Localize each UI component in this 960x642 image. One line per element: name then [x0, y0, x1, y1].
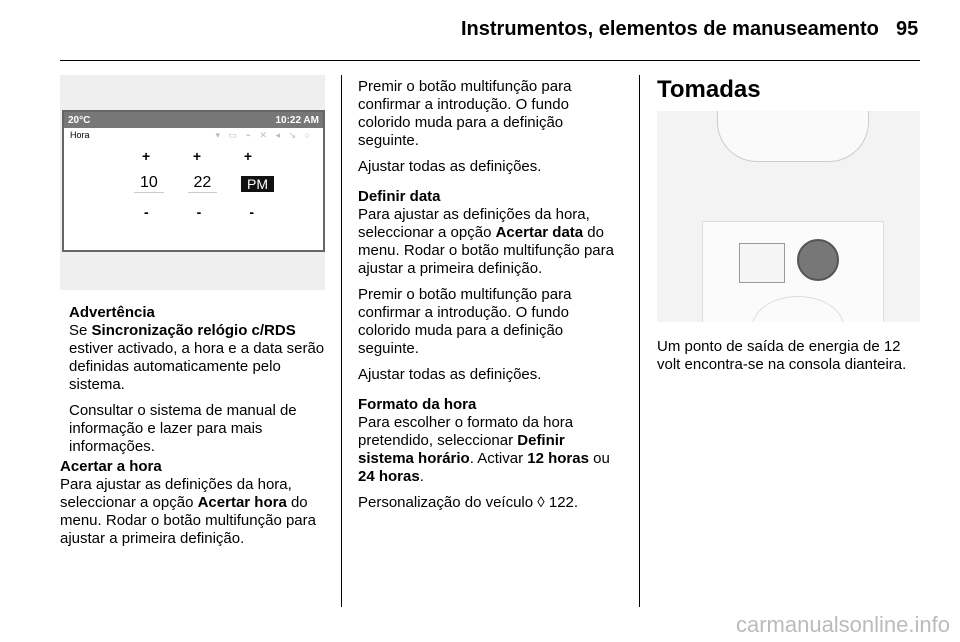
clock-screen-figure — [60, 75, 325, 290]
text: do menu. Rodar o botão multifunção para ajustar a primeira definição. — [60, 494, 316, 547]
ampm-plus-button[interactable]: + — [243, 148, 252, 164]
hour-plus-button[interactable]: + — [142, 148, 151, 164]
text: do menu. Rodar o botão multifunção para ajustar a primeira definição. — [358, 224, 614, 277]
text: . Activar — [469, 450, 528, 467]
middle-column — [358, 78, 623, 520]
text: Se — [69, 322, 92, 339]
text: ou — [588, 450, 610, 467]
minute-value[interactable]: 22 — [188, 174, 218, 193]
display-screen — [62, 110, 325, 252]
minute-plus-button[interactable]: + — [192, 148, 202, 164]
menu-option: Acertar hora — [197, 494, 287, 511]
page-number: 95 — [896, 18, 919, 40]
column-divider — [639, 75, 640, 607]
page-header-title: Instrumentos, elementos de manuseamento — [461, 18, 879, 40]
section-title: Formato da hora — [358, 396, 477, 413]
text: estiver activado, a hora e a data serão definidas automaticamente pelo sistema. — [69, 340, 325, 393]
hour-minus-button[interactable]: - — [144, 204, 149, 220]
hour-value[interactable]: 10 — [134, 174, 164, 193]
ampm-minus-button[interactable]: - — [249, 204, 254, 220]
text: Personalização do veículo — [358, 494, 538, 511]
paragraph: Um ponto de saída de energia de 12 volt encontra-se na consola dianteira. — [657, 338, 907, 373]
menu-option: 24 horas — [358, 468, 420, 485]
clock-time: 10:22 AM — [275, 114, 319, 126]
paragraph: Ajustar todas as definições. — [358, 366, 542, 383]
minute-minus-button[interactable]: - — [196, 204, 202, 220]
status-icons: ▾ ▭ ⌁ ✕ ◂ ↘ ○ — [215, 130, 313, 140]
header-rule — [60, 60, 920, 61]
text: . — [419, 468, 424, 485]
paragraph: Premir o botão multifunção para confirmar a introdução. O fundo colorido muda para a definição seguinte. — [358, 78, 572, 149]
warning-block — [69, 304, 325, 464]
section-title: Acertar a hora — [60, 458, 162, 475]
paragraph: Premir o botão multifunção para confirmar a introdução. O fundo colorido muda para a definição seguinte. — [358, 286, 572, 357]
text: Para ajustar as definições da hora, seleccionar a opção — [60, 476, 292, 511]
paragraph: Consultar o sistema de manual de informação e lazer para mais informações. — [69, 402, 297, 455]
column-divider — [341, 75, 342, 607]
menu-option: 12 horas — [527, 450, 589, 467]
menu-option: Definir sistema horário — [358, 432, 565, 467]
reference-arrow-icon: ◊ — [537, 494, 545, 511]
temperature: 20°C — [68, 114, 91, 126]
page-reference[interactable]: 122. — [544, 494, 579, 511]
watermark: carmanualsonline.info — [735, 612, 950, 637]
menu-option: Sincronização relógio c/RDS — [91, 322, 296, 339]
ampm-value[interactable]: PM — [241, 176, 274, 192]
screen-label: Hora — [70, 130, 90, 140]
text: Para ajustar as definições da hora, seleccionar a opção — [358, 206, 590, 241]
paragraph: Ajustar todas as definições. — [358, 158, 542, 175]
power-outlet-cap — [797, 239, 839, 281]
section-title: Definir data — [358, 188, 441, 205]
text: Para escolher o formato da hora pretendido, seleccionar — [358, 414, 574, 449]
status-bar — [64, 112, 323, 128]
set-time-section — [60, 458, 328, 556]
menu-option: Acertar data — [495, 224, 584, 241]
section-heading: Tomadas — [657, 76, 761, 103]
power-outlet-figure — [657, 111, 920, 322]
warning-title: Advertência — [69, 304, 155, 321]
aux-port — [739, 243, 785, 283]
